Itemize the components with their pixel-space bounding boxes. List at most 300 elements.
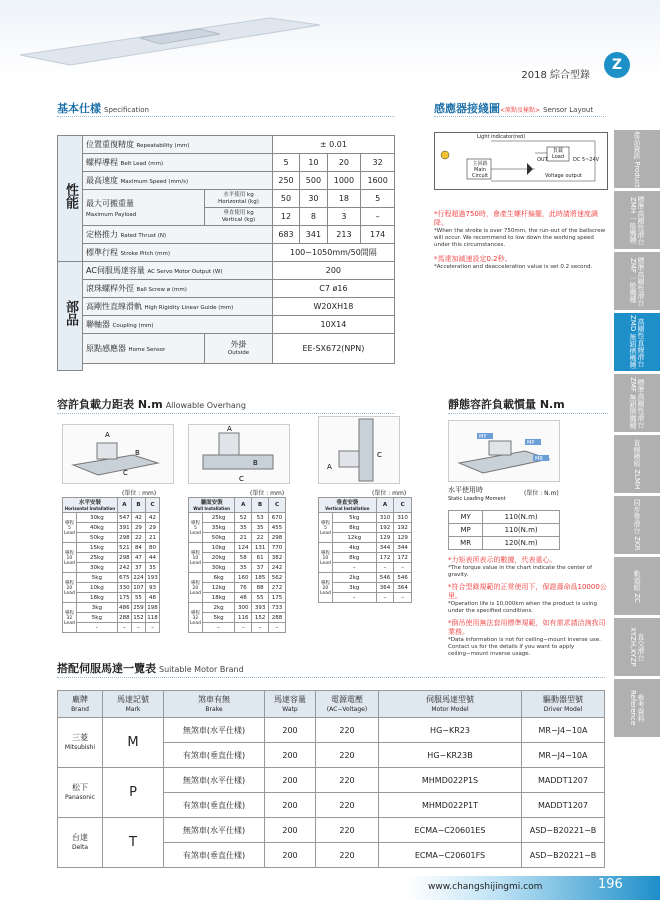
note-3: *倒吊使用無法套用標準規範，如有需求請洽詢我司業務。 [448, 619, 606, 636]
cell: 25kg [202, 513, 234, 523]
cell: 288 [119, 614, 130, 621]
cell: 4kg [332, 543, 376, 553]
cell: 有煞車(垂直仕樣) [164, 793, 265, 818]
sidebar-item-zmf[interactable]: 標準高剛性滑台ZMF 一般機種 [614, 252, 660, 310]
horizontal-install-figure [62, 424, 174, 484]
sidebar-item-xyz[interactable]: 直交滑台 XYZH,XYZP [614, 618, 660, 676]
wall-overhang-table [188, 497, 286, 633]
chapter-sidebar [614, 130, 660, 740]
cell: – [131, 623, 145, 633]
cell: 88 [252, 583, 269, 593]
cell: 有煞車(垂直仕樣) [164, 843, 265, 868]
lead-label: 導程 10 Lead [189, 543, 203, 573]
cell: 110(N.m) [483, 524, 560, 537]
cell: 300 [235, 603, 252, 613]
cell: HG−KR23 [379, 718, 522, 743]
cell: 200 [265, 843, 316, 868]
spec-label: AC伺服馬達容量 AC Servo Motor Output (W) [83, 262, 273, 280]
cell: – [376, 593, 394, 603]
cell: 5kg [202, 613, 234, 623]
cell: – [332, 563, 376, 573]
spec-label: 最大可搬重量 Maximum Payload [83, 190, 205, 226]
mark-cell: M [103, 718, 164, 768]
cell: 298 [119, 534, 130, 541]
mark-cell: T [103, 818, 164, 868]
out-label: OUT [537, 157, 548, 163]
note-2-en: *Operation life is 10,000km when the product is using under the specified conditions. [448, 601, 597, 614]
cell: 8kg [332, 553, 376, 563]
cell: 242 [119, 564, 130, 571]
cell: – [117, 623, 131, 633]
cell: 30kg [202, 563, 234, 573]
cell: 242 [269, 563, 286, 573]
spec-label: 標準行程 Stroke Pitch (mm) [83, 244, 273, 262]
cell: MY [449, 511, 483, 524]
divider [448, 413, 608, 414]
cell: 393 [252, 603, 269, 613]
cell: 521 [119, 544, 130, 551]
cell: 486 [119, 604, 130, 611]
col-head: 驅動器型號 Driver Model [522, 691, 605, 718]
spec-value: 3 [327, 208, 361, 226]
unit-label: (單位 : mm) [250, 490, 285, 497]
cell: 8kg [332, 523, 376, 533]
note-2-en: *Acceleration and deacceleration value is set 0.2 second. [434, 264, 593, 270]
mark-cell: P [103, 768, 164, 818]
cell: 37 [131, 563, 145, 573]
cell: ECMA−C20601ES [379, 818, 522, 843]
cell: 298 [269, 533, 286, 543]
col-head: 伺服馬達型號 Motor Model [379, 691, 522, 718]
sidebar-item-zkr[interactable]: 同步帶滑台 ZKR [614, 496, 660, 554]
cell: – [332, 593, 376, 603]
cell: 120(N.m) [483, 537, 560, 550]
divider [57, 677, 605, 678]
cell: 10kg [202, 543, 234, 553]
spec-value: EE-SX672(NPN) [272, 334, 394, 364]
cell: 6kg [202, 573, 234, 583]
table-head: 垂直安裝 Vertical Installation [319, 498, 377, 513]
cell: 35 [235, 523, 252, 533]
cell: 12kg [202, 583, 234, 593]
website-link[interactable]: www.changshijingmi.com [428, 882, 543, 892]
cell: 675 [119, 574, 130, 581]
cell: 58 [235, 553, 252, 563]
cell: 21 [145, 533, 159, 543]
spec-value: 213 [327, 226, 361, 244]
cell: 129 [394, 533, 412, 543]
cell: 391 [119, 524, 130, 531]
svg-text:C: C [123, 469, 128, 477]
spec-value: 1000 [327, 172, 361, 190]
load-label: 負載 Load [552, 148, 564, 160]
note-3-en: *Data information is not for ceiling−mount inverse use. Contact us for the details if you want to apply ceiling−mount inverse usage. [448, 637, 601, 657]
cell: 364 [376, 583, 394, 593]
cell: 29 [145, 523, 159, 533]
cell: 220 [316, 768, 379, 793]
cell: 152 [133, 614, 144, 621]
cell: 20kg [202, 553, 234, 563]
col-head: C [394, 498, 412, 513]
cell: 48 [145, 593, 159, 603]
cell: 44 [145, 553, 159, 563]
unit-label: (單位 : mm) [372, 490, 407, 497]
cell: 5kg [76, 613, 117, 623]
lead-label: 導程 32 Lead [189, 603, 203, 633]
svg-text:A: A [105, 431, 110, 439]
overhang-title: 容許負載力距表 N.m Allowable Overhang [57, 398, 246, 411]
cell: 5kg [76, 573, 117, 583]
lead-label: 導程 20 Lead [319, 573, 333, 603]
spec-value: 10X14 [272, 316, 394, 334]
spec-label: 位置重復精度 Repeatability (mm) [83, 136, 273, 154]
spec-value: 50 [272, 190, 299, 208]
spec-value: ± 0.01 [272, 136, 394, 154]
spec-value: 500 [300, 172, 327, 190]
cell: 172 [394, 553, 412, 563]
spec-value: 32 [361, 154, 395, 172]
cell: 344 [376, 543, 394, 553]
cell: 76 [235, 583, 252, 593]
cell: MADDT1207 [522, 768, 605, 793]
svg-text:B: B [135, 449, 140, 457]
cell: 110(N.m) [483, 511, 560, 524]
cell: MR−J4−10A [522, 718, 605, 743]
lead-label: 導程 10 Lead [63, 543, 77, 573]
spec-value: 20 [327, 154, 361, 172]
cell: 220 [316, 793, 379, 818]
cell: 220 [316, 818, 379, 843]
motor-table [57, 690, 605, 868]
cell: – [235, 623, 252, 633]
dc-label: DC 5~24V [573, 157, 600, 163]
spec-sublabel: 垂直使用 kg Vertical (kg) [205, 208, 273, 226]
cell: – [394, 563, 412, 573]
spec-value: 683 [272, 226, 299, 244]
lead-label: 導程 10 Lead [319, 543, 333, 573]
wall-install-figure [188, 424, 290, 484]
cell: MADDT1207 [522, 793, 605, 818]
table-head: 水平安裝 Horizontal Installation [63, 498, 118, 513]
voltage-label: Voltage output [545, 173, 582, 179]
sidebar-item-zmh[interactable]: 標準高剛性滑台ZMH 一般機種 [614, 191, 660, 249]
cell: 53 [252, 513, 269, 523]
spec-value: 5 [272, 154, 299, 172]
cell: 29 [131, 523, 145, 533]
spec-value: 12 [272, 208, 299, 226]
spec-label: 螺桿導程 Belt Lead (mm) [83, 154, 273, 172]
cell: MR [449, 537, 483, 550]
cell: 220 [316, 743, 379, 768]
cell: 18kg [76, 593, 117, 603]
spec-label: 原點感應器 Home Sensor [83, 334, 205, 364]
linear-rail-illustration [20, 10, 320, 70]
spec-value: – [361, 208, 395, 226]
cell: 175 [119, 594, 130, 601]
motor-title: 搭配伺服馬達一覽表 Suitable Motor Brand [57, 662, 244, 675]
inertia-head: 水平使用時 Static Loading Moment [448, 486, 506, 502]
cell: 42 [131, 513, 145, 523]
cell: 670 [269, 513, 286, 523]
cell: 172 [376, 553, 394, 563]
cell: 310 [394, 513, 412, 523]
svg-text:A: A [327, 463, 332, 471]
cell: 185 [252, 573, 269, 583]
cell: 455 [269, 523, 286, 533]
cell: 80 [145, 543, 159, 553]
cell: 30kg [76, 563, 117, 573]
lead-label: 導程 32 Lead [63, 603, 77, 633]
spec-value: 341 [300, 226, 327, 244]
cell: 382 [269, 553, 286, 563]
cell: MHMD022P1S [379, 768, 522, 793]
cell: 35kg [202, 523, 234, 533]
cell: – [252, 623, 269, 633]
spec-value: 250 [272, 172, 299, 190]
cell: 50kg [202, 533, 234, 543]
cell: 733 [269, 603, 286, 613]
divider [434, 116, 606, 117]
inertia-notes [448, 556, 608, 658]
cell: 50kg [76, 533, 117, 543]
cell: 21 [235, 533, 252, 543]
spec-value: 100~1050mm/50間隔 [272, 244, 394, 262]
cell: 2kg [202, 603, 234, 613]
cell: 118 [147, 614, 158, 621]
spec-value: 30 [300, 190, 327, 208]
spec-value: 200 [272, 262, 394, 280]
col-head: C [145, 498, 159, 513]
svg-text:C: C [377, 451, 382, 459]
cell: MP [449, 524, 483, 537]
inertia-figure [448, 420, 560, 482]
cell: 12kg [332, 533, 376, 543]
cell: 124 [235, 543, 252, 553]
cell: 35 [145, 563, 159, 573]
table-head: 牆面安裝 Wall Installation [189, 498, 235, 513]
unit-label: (單位 : mm) [122, 490, 157, 497]
catalog-title: 2018 綜合型錄 [521, 70, 590, 81]
cell: 259 [133, 604, 144, 611]
col-head: 馬達容量 Watp [265, 691, 316, 718]
header-banner [0, 0, 660, 81]
spec-value: 5 [361, 190, 395, 208]
sidebar-item-zc[interactable]: 軌道組 ZC [614, 557, 660, 615]
sidebar-item-zlmh[interactable]: 直線模組 ZLMH [614, 435, 660, 493]
brand-cell: 松下 Panasonic [58, 768, 103, 818]
spec-label: 最高速度 Maximum Speed (mm/s) [83, 172, 273, 190]
sidebar-item-product[interactable]: 產品資訊 Product [614, 130, 660, 188]
cell: – [269, 623, 286, 633]
lead-label: 導程 20 Lead [189, 573, 203, 603]
cell: 547 [119, 514, 130, 521]
cell: 200 [265, 718, 316, 743]
cell: 200 [265, 768, 316, 793]
spec-sublabel: 外掛 Outside [205, 334, 273, 364]
cell: 25kg [76, 553, 117, 563]
spec-table [57, 135, 395, 371]
cell: 193 [147, 574, 158, 581]
svg-text:MP: MP [527, 440, 535, 446]
cell: 40kg [76, 523, 117, 533]
cell: 310 [376, 513, 394, 523]
cell: 35 [235, 563, 252, 573]
note-1-en: *When the stroke is over 750mm, the run-out of the ballscrew will occur. We recommend to low down the working speed under this circumstances. [434, 228, 606, 248]
note-1-en: *The torque value in the chart indicate the center of gravity. [448, 565, 593, 578]
cell: 無煞車(水平仕樣) [164, 818, 265, 843]
cell: 18kg [202, 593, 234, 603]
col-head: 電源電壓 (AC−Voltage) [316, 691, 379, 718]
cell: 288 [269, 613, 286, 623]
cell: 770 [269, 543, 286, 553]
divider [57, 116, 395, 117]
cell: 有煞車(垂直仕樣) [164, 743, 265, 768]
cell: 562 [269, 573, 286, 583]
cell: 200 [265, 793, 316, 818]
cell: 546 [394, 573, 412, 583]
cell: 55 [252, 593, 269, 603]
cell: – [145, 623, 159, 633]
cell: 364 [394, 583, 412, 593]
cell: 無煞車(水平仕樣) [164, 718, 265, 743]
cell: ASD−B20221−B [522, 818, 605, 843]
spec-label: 滾珠螺桿外徑 Ball Screw ø (mm) [83, 280, 273, 298]
spec-value: C7 ø16 [272, 280, 394, 298]
cell: 42 [145, 513, 159, 523]
page-number: 196 [598, 877, 623, 892]
note-1: *行程超過750時，會產生螺杆偏擺，此時請將速度調降。 [434, 210, 598, 227]
svg-text:A: A [227, 425, 232, 433]
lead-label: 導程 20 Lead [63, 573, 77, 603]
cell: 37 [252, 563, 269, 573]
cell: 344 [394, 543, 412, 553]
sensor-title: 感應器接綫圖<原點及極點> Sensor Layout [434, 102, 594, 115]
lead-label: 導程 5 Lead [63, 513, 77, 543]
cell: ECMA−C20601FS [379, 843, 522, 868]
spec-label: 聯軸器 Coupling (mm) [83, 316, 273, 334]
spec-title: 基本仕樣 Specification [57, 102, 149, 115]
cell: 48 [235, 593, 252, 603]
svg-text:C: C [239, 475, 244, 483]
cell: 84 [131, 543, 145, 553]
cell: 546 [376, 573, 394, 583]
spec-label: 高剛性直線滑軌 High Rigidity Linear Guide (mm) [83, 298, 273, 316]
col-head: A [235, 498, 252, 513]
sensor-wiring-diagram [434, 132, 608, 190]
cell: 22 [252, 533, 269, 543]
inertia-table [448, 510, 560, 550]
inertia-title: 靜態容許負載慣量 N.m [448, 398, 565, 411]
cell: 3kg [76, 603, 117, 613]
cell: 無煞車(水平仕樣) [164, 768, 265, 793]
cell: – [202, 623, 234, 633]
sidebar-item-reference[interactable]: 參考資料 Reference [614, 679, 660, 737]
cell: – [76, 623, 117, 633]
cell: ASD−B20221−B [522, 843, 605, 868]
col-head: 馬達記號 Mark [103, 691, 164, 718]
spec-value: 174 [361, 226, 395, 244]
cell: 200 [265, 818, 316, 843]
brand-cell: 三菱 Mitsubishi [58, 718, 103, 768]
note-1: *力矩表所表示的數據，代表重心。 [448, 556, 557, 564]
spec-value: 10 [300, 154, 327, 172]
cell: HG−KR23B [379, 743, 522, 768]
note-2: *馬達加減速設定0.2秒。 [434, 255, 512, 263]
main-circuit-label: 主回路 Main Circuit [471, 161, 489, 179]
cell: 2kg [332, 573, 376, 583]
cell: 131 [252, 543, 269, 553]
sidebar-item-zmd[interactable]: 高剛性直線滑台ZMD 無鋁擠機種 [614, 313, 660, 371]
lead-label: 導程 5 Lead [189, 513, 203, 543]
cell: 52 [235, 513, 252, 523]
cell: 198 [147, 604, 158, 611]
brand-logo: Z [604, 52, 630, 78]
cell: MHMD022P1T [379, 793, 522, 818]
group-parts: 部品 [58, 262, 83, 371]
light-indicator-label: Light indicator(red) [477, 134, 526, 140]
cell: 22 [131, 533, 145, 543]
lead-label: 導程 5 Lead [319, 513, 333, 543]
note-2: *符合型錄規範的正常使用下，保證壽命爲10000公里。 [448, 583, 607, 600]
cell: – [394, 593, 412, 603]
sensor-notes [434, 210, 610, 271]
cell: 220 [316, 843, 379, 868]
cell: 152 [252, 613, 269, 623]
cell: 298 [119, 554, 130, 561]
spec-label: 定格推力 Rated Thrust (N) [83, 226, 273, 244]
cell: 175 [269, 593, 286, 603]
cell: 47 [131, 553, 145, 563]
svg-text:B: B [253, 459, 258, 467]
cell: 160 [235, 573, 252, 583]
col-head: 廠牌 Brand [58, 691, 103, 718]
cell: 330 [119, 584, 130, 591]
cell: 224 [133, 574, 144, 581]
col-head: A [376, 498, 394, 513]
spec-value: W20XH18 [272, 298, 394, 316]
cell: 116 [235, 613, 252, 623]
cell: 3kg [332, 583, 376, 593]
cell: 107 [133, 584, 144, 591]
brand-cell: 台達 Delta [58, 818, 103, 868]
svg-text:MY: MY [479, 434, 487, 440]
cell: 93 [145, 583, 159, 593]
unit-label: (單位 : N.m) [524, 490, 559, 497]
cell: 129 [376, 533, 394, 543]
col-head: A [117, 498, 131, 513]
cell: 5kg [332, 513, 376, 523]
cell: 192 [376, 523, 394, 533]
vertical-install-figure [318, 416, 400, 484]
col-head: B [131, 498, 145, 513]
col-head: B [252, 498, 269, 513]
cell: 272 [269, 583, 286, 593]
col-head: 煞車有無 Brake [164, 691, 265, 718]
spec-value: 8 [300, 208, 327, 226]
cell: 10kg [76, 583, 117, 593]
svg-text:MR: MR [535, 456, 543, 462]
cell: 30kg [76, 513, 117, 523]
spec-value: 18 [327, 190, 361, 208]
sidebar-item-zmf-noalu[interactable]: 標準高剛性滑台ZMF 無鋁擠機種 [614, 374, 660, 432]
cell: 220 [316, 718, 379, 743]
cell: 55 [131, 593, 145, 603]
cell: MR−J4−10A [522, 743, 605, 768]
cell: 200 [265, 743, 316, 768]
cell: 61 [252, 553, 269, 563]
cell: – [376, 563, 394, 573]
cell: 192 [394, 523, 412, 533]
